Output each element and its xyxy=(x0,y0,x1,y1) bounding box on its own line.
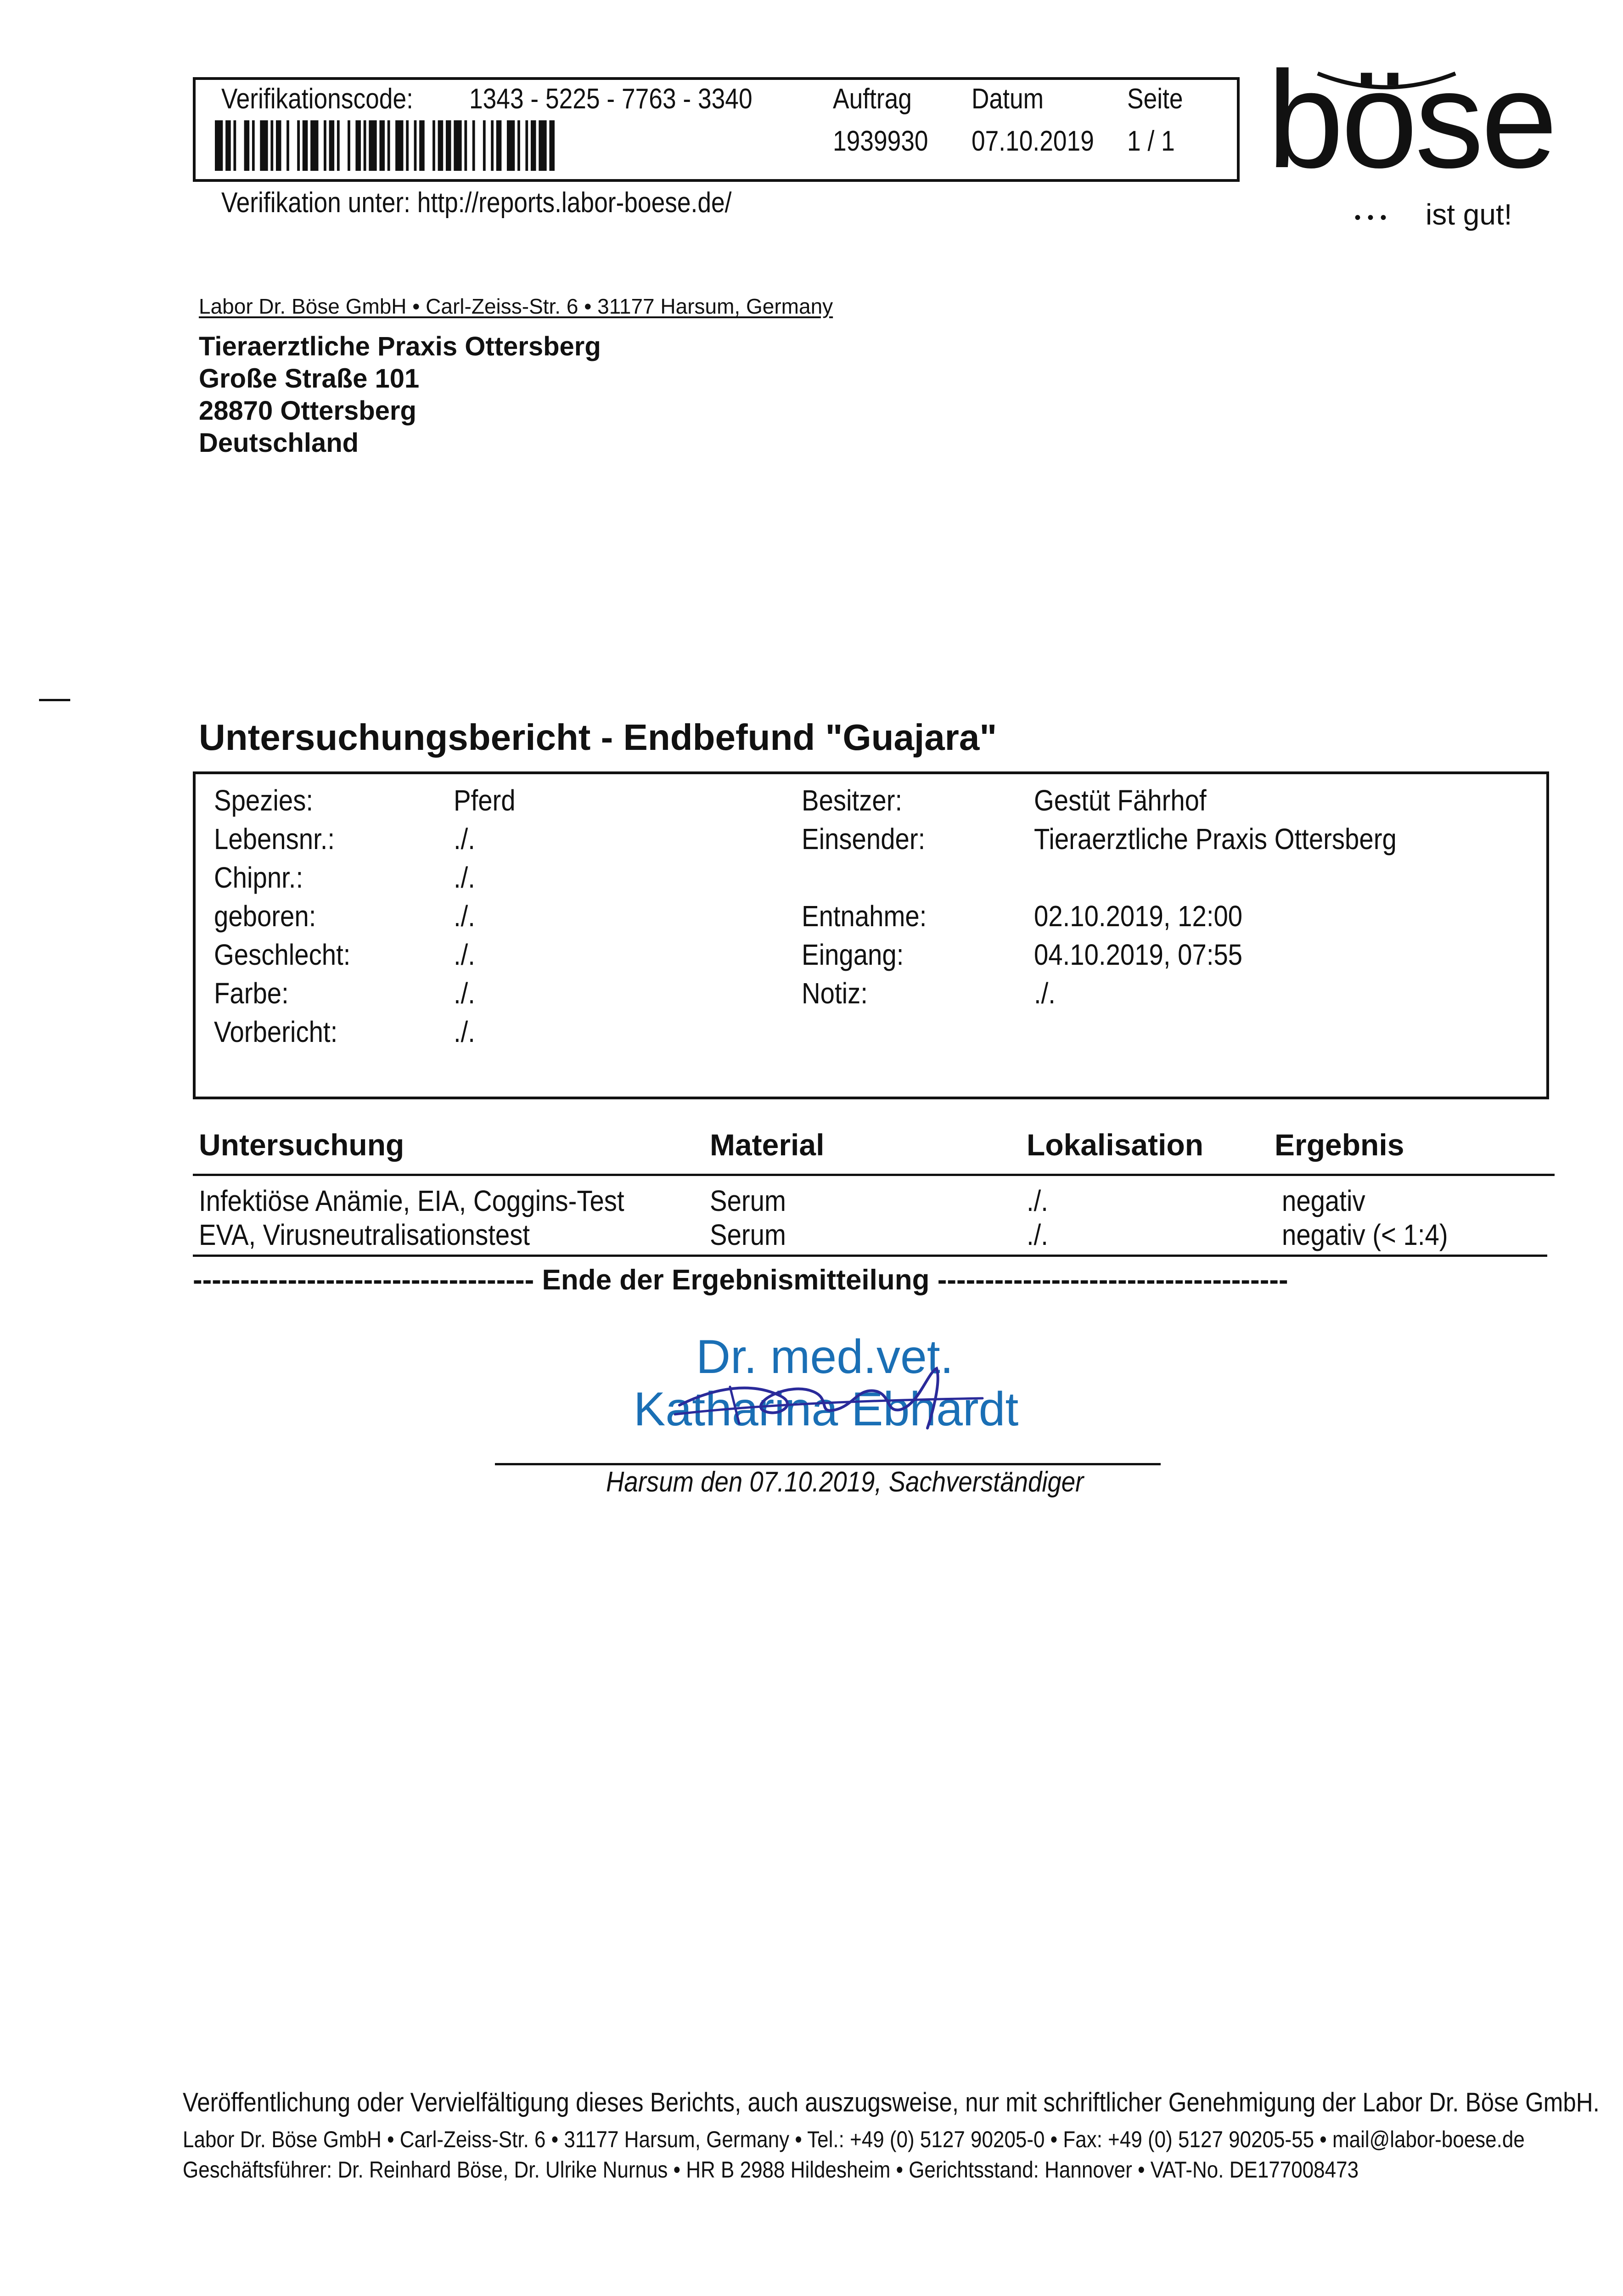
handwritten-signature xyxy=(661,1355,992,1437)
table-row-test: EVA, Virusneutralisationstest xyxy=(199,1218,530,1251)
sampling-label: Entnahme: xyxy=(802,900,927,933)
owner-value: Gestüt Fährhof xyxy=(1034,784,1207,817)
date-value: 07.10.2019 xyxy=(972,125,1094,157)
receipt-value: 04.10.2019, 07:55 xyxy=(1034,938,1243,971)
note-label: Notiz: xyxy=(802,977,868,1010)
table-row-test: Infektiöse Anämie, EIA, Coggins-Test xyxy=(199,1184,624,1217)
born-value: ./. xyxy=(454,900,475,933)
recipient-city: 28870 Ottersberg xyxy=(199,396,416,426)
order-label: Auftrag xyxy=(833,83,912,115)
fold-mark xyxy=(39,699,70,701)
recipient-street: Große Straße 101 xyxy=(199,364,420,394)
col-header-material: Material xyxy=(710,1128,825,1162)
signature-caption: Harsum den 07.10.2019, Sachverständiger xyxy=(606,1466,1084,1498)
logo-dots-icon: ••• xyxy=(1354,208,1393,228)
col-header-test: Untersuchung xyxy=(199,1128,404,1162)
note-value: ./. xyxy=(1034,977,1056,1010)
verification-label: Verifikationscode: xyxy=(221,83,413,115)
recipient-country: Deutschland xyxy=(199,428,359,458)
footer-copyright-notice: Veröffentlichung oder Vervielfältigung dieses Berichts, auch auszugsweise, nur mit schriftlicher Genehmigung der Labor Dr. Böse GmbH. xyxy=(183,2088,1600,2117)
submitter-value: Tieraerztliche Praxis Ottersberg xyxy=(1034,822,1397,855)
color-value: ./. xyxy=(454,977,475,1010)
signature-stamp-title: Dr. med.vet. xyxy=(696,1330,954,1384)
date-label: Datum xyxy=(972,83,1044,115)
sender-return-address: Labor Dr. Böse GmbH • Carl-Zeiss-Str. 6 • 31177 Harsum, Germany xyxy=(199,294,833,318)
patient-info-box xyxy=(193,771,1549,1099)
table-row-location: ./. xyxy=(1027,1184,1048,1217)
order-value: 1939930 xyxy=(833,125,928,157)
chip-label: Chipnr.: xyxy=(214,861,303,894)
chip-value: ./. xyxy=(454,861,475,894)
table-row-result: negativ (< 1:4) xyxy=(1282,1218,1448,1251)
logo-tagline: ist gut! xyxy=(1426,198,1512,231)
signature-line xyxy=(495,1463,1161,1465)
col-header-location: Lokalisation xyxy=(1027,1128,1204,1162)
signature-stamp-name: Katharina Ebhardt xyxy=(634,1383,1019,1436)
species-label: Spezies: xyxy=(214,784,314,817)
end-of-results-line: ------------------------------------ Ende der Ergebnismitteilung ------------------------------------- xyxy=(193,1264,1288,1296)
table-row-material: Serum xyxy=(710,1218,786,1251)
lifenr-label: Lebensnr.: xyxy=(214,822,335,855)
footer-contact: Labor Dr. Böse GmbH • Carl-Zeiss-Str. 6 • 31177 Harsum, Germany • Tel.: +49 (0) 5127 90205-0 • Fax: +49 (0) 5127 90205-55 • mail@labor-boese.de xyxy=(183,2127,1525,2152)
table-row-location: ./. xyxy=(1027,1218,1048,1251)
footer-legal: Geschäftsführer: Dr. Reinhard Böse, Dr. Ulrike Nurnus • HR B 2988 Hildesheim • Gerichtsstand: Hannover • VAT-No. DE177008473 xyxy=(183,2157,1359,2183)
prereport-label: Vorbericht: xyxy=(214,1015,338,1048)
receipt-label: Eingang: xyxy=(802,938,904,971)
lifenr-value: ./. xyxy=(454,822,475,855)
prereport-value: ./. xyxy=(454,1015,475,1048)
table-header-rule xyxy=(193,1174,1555,1176)
page-value: 1 / 1 xyxy=(1127,125,1175,157)
born-label: geboren: xyxy=(214,900,316,933)
owner-label: Besitzer: xyxy=(802,784,903,817)
logo-smile-icon xyxy=(1304,69,1469,96)
table-row-result: negativ xyxy=(1282,1184,1365,1217)
table-row-material: Serum xyxy=(710,1184,786,1217)
table-bottom-rule xyxy=(193,1255,1547,1257)
sex-label: Geschlecht: xyxy=(214,938,351,971)
bose-logo-wordmark: böse xyxy=(1267,42,1555,197)
page-label: Seite xyxy=(1127,83,1183,115)
barcode xyxy=(215,120,555,171)
sampling-value: 02.10.2019, 12:00 xyxy=(1034,900,1243,933)
submitter-label: Einsender: xyxy=(802,822,926,855)
recipient-name: Tieraerztliche Praxis Ottersberg xyxy=(199,332,601,361)
species-value: Pferd xyxy=(454,784,516,817)
color-label: Farbe: xyxy=(214,977,289,1010)
verification-code: 1343 - 5225 - 7763 - 3340 xyxy=(469,83,753,115)
col-header-result: Ergebnis xyxy=(1275,1128,1404,1162)
report-title: Untersuchungsbericht - Endbefund "Guajara" xyxy=(199,717,997,758)
sex-value: ./. xyxy=(454,938,475,971)
verification-url: Verifikation unter: http://reports.labor-boese.de/ xyxy=(221,187,732,219)
